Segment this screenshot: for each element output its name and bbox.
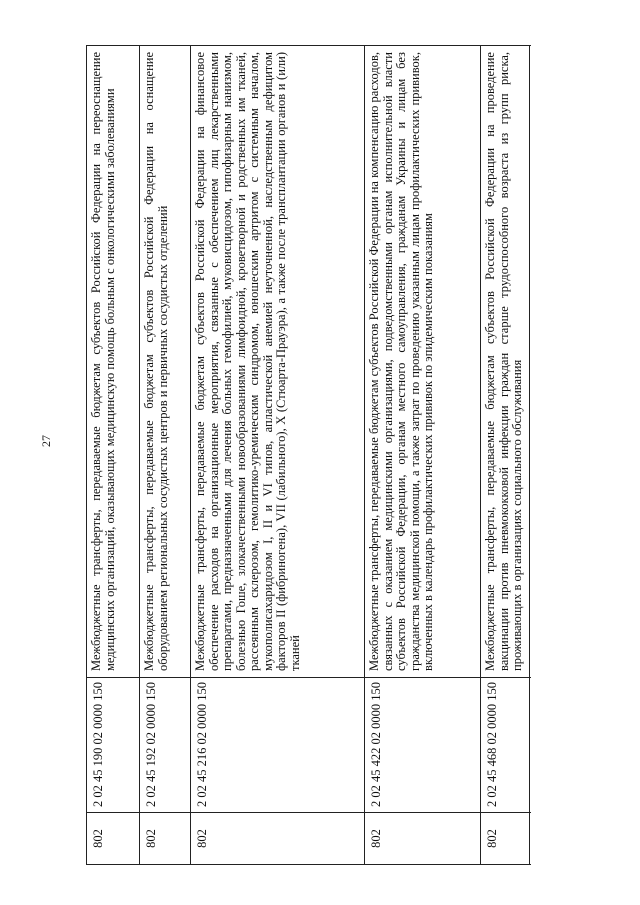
kbk-code-cell: 2 02 45 216 02 0000 150 (191, 677, 364, 812)
kbk-code-cell: 2 02 45 192 02 0000 150 (140, 677, 190, 812)
kbk-code-cell: 2 02 45 422 02 0000 150 (365, 677, 480, 812)
table-row (87, 45, 139, 865)
description-cell: Межбюджетные трансферты, передаваемые бюджетам субъектов Российской Федерации на переоснащение медицинских организаций, оказывающих медицинскую помощь больным с онкологическими заболеваниями (87, 45, 139, 677)
table-row (139, 45, 190, 865)
admin-code-cell: 802 (365, 812, 480, 865)
description-cell: Межбюджетные трансферты, передаваемые бюджетам субъектов Российской Федерации на проведение вакцинации против пневмококковой инфекции граждан старше трудоспособного возраста из групп риска, проживающих в организациях социального обслуживания (481, 45, 531, 677)
admin-code-cell: 802 (191, 812, 364, 865)
admin-code-cell: 802 (481, 812, 531, 865)
page-number: 27 (39, 435, 53, 447)
kbk-code-cell: 2 02 45 468 02 0000 150 (481, 677, 531, 812)
description-cell: Межбюджетные трансферты, передаваемые бюджетам субъектов Российской Федерации на оснащение оборудованием региональных сосудистых центров и первичных сосудистых отделений (140, 45, 190, 677)
description-cell: Межбюджетные трансферты, передаваемые бюджетам субъектов Российской Федерации на финансовое обеспечение расходов на организационные мероприятия, связанные с обеспечением лиц лекарственными препаратами, предназначенными для лечения больных гемофилией, муковисцидозом, гипофизарным нанизмом, болезнью Гоше, злокачественными новообразованиями лимфоидной, кроветворной и родственных им тканей, рассеянным склерозом, гемолитико-уремическим синдромом, юношеским артритом с системным началом, мукополисахаридозом I, II и VI типов, апластической анемией неуточненной, наследственным дефицитом факторов II (фибриногена), VII (лабильного), X (Стюарта-Прауэра), а также после трансплантации органов и (или) тканей (191, 45, 364, 677)
kbk-code-cell: 2 02 45 190 02 0000 150 (87, 677, 139, 812)
table-row (190, 45, 364, 865)
budget-codes-table (86, 45, 530, 865)
admin-code-cell: 802 (140, 812, 190, 865)
admin-code-cell: 802 (87, 812, 139, 865)
description-cell: Межбюджетные трансферты, передаваемые бюджетам субъектов Российской Федерации на компенсацию расходов, связанных с оказанием медицинскими организациями, подведомственными органам исполнительной власти субъектов Российской Федерации, органам местного самоуправления, гражданам Украины и лицам без гражданства медицинской помощи, а также затрат по проведению указанным лицам профилактических прививок, включенных в календарь профилактических прививок по эпидемическим показаниям (365, 45, 480, 677)
table-row (364, 45, 480, 865)
table-row (480, 45, 531, 865)
